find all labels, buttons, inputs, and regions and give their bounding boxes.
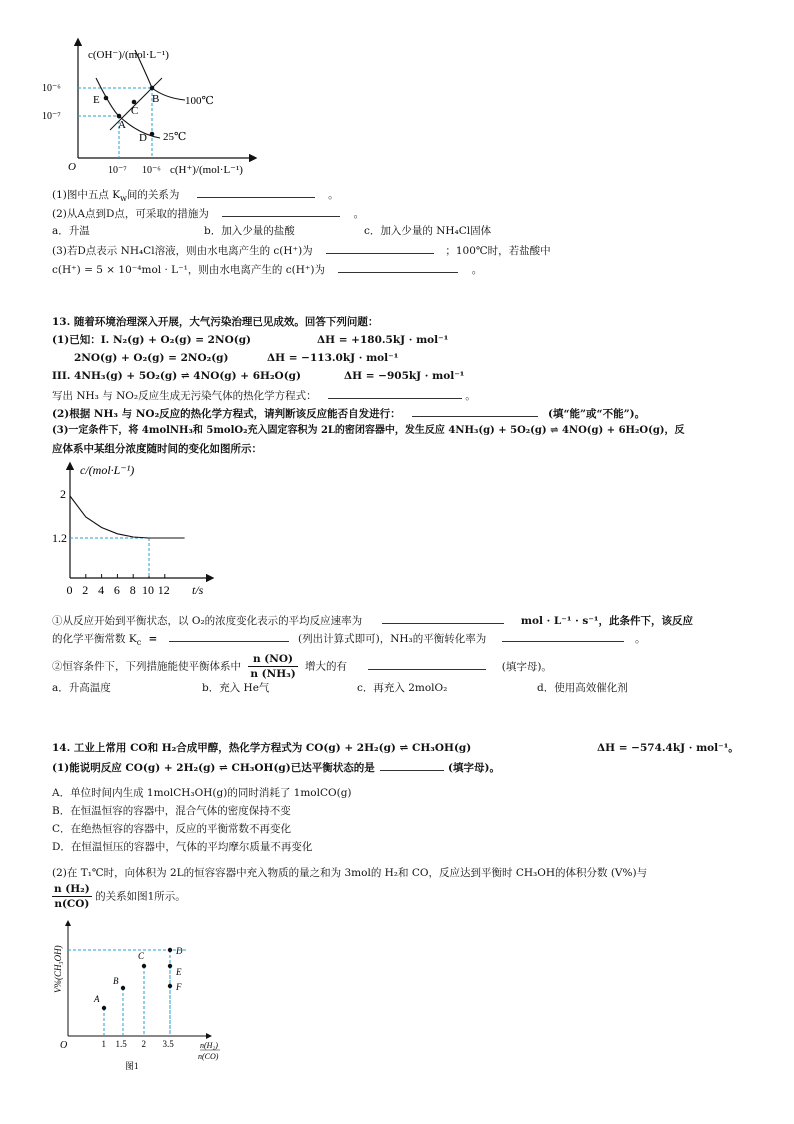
fig1-ylabel: c(OH⁻)/(mol·L⁻¹) xyxy=(88,49,169,61)
fig2-xtick-label: 6 xyxy=(113,583,120,597)
fig2-xtick-label: 8 xyxy=(129,583,136,597)
fig3-point-label: E xyxy=(176,967,182,977)
fig3-xtick-label: 2 xyxy=(141,1039,146,1049)
fig1-xtick-hi: 10⁻⁶ xyxy=(142,165,161,176)
fig1-ytick-lo: 10⁻⁷ xyxy=(42,111,61,122)
q12-answer1[interactable] xyxy=(197,186,315,198)
fig3-point-F xyxy=(168,984,172,988)
fig2-xtick-label: 0 xyxy=(66,583,73,597)
q13-sub1b: 的化学平衡常数 $K_c$ = (列出计算式即可)，NH₃的平衡转化率为 。 xyxy=(52,630,645,650)
fig3-point-B xyxy=(121,986,125,990)
q12-line3b: c(H⁺) = 5 × 10⁻⁴mol · L⁻¹，则由水电离产生的 c(H⁺)为 。 xyxy=(52,261,482,277)
fig3-xlabel-num: n(H₂) xyxy=(200,1041,218,1050)
fig1-xtick-lo: 10⁻⁷ xyxy=(108,165,127,176)
q12-answer3[interactable] xyxy=(326,242,434,254)
q12-line2: (2)从A点到D点，可采取的措施为 。 xyxy=(52,205,364,221)
q13-eq1: (1)已知：I. N₂(g) + O₂(g) = 2NO(g) ΔH = +180.5kJ · mol⁻¹ xyxy=(52,334,449,346)
fig1-xlabel: c(H⁺)/(mol·L⁻¹) xyxy=(170,164,243,176)
fig3-point-label: B xyxy=(113,976,119,986)
fig2-y-top: 2 xyxy=(60,487,66,501)
fig3-point-C xyxy=(142,964,146,968)
pt-B: B xyxy=(152,93,160,105)
q13-options: a．升高温度 b．充入 He气 c．再充入 2molO₂ d．使用高效催化剂 xyxy=(52,682,628,694)
methanol-fraction-figure xyxy=(50,918,220,1078)
q13-eq3: III. 4NH₃(g) + 5O₂(g) ⇌ 4NO(g) + 6H₂O(g) ΔH = −905kJ · mol⁻¹ xyxy=(52,370,465,382)
pt-A: A xyxy=(118,119,126,131)
q13-sub1: ①从反应开始到平衡状态，以 O₂的浓度变化表示的平均反应速率为 mol · L⁻¹ · s⁻¹，此条件下，该反应 xyxy=(52,612,693,628)
q12-line3: (3)若D点表示 NH₄Cl溶液，则由水电离产生的 c(H⁺)为 ；100℃时，若盐酸中 xyxy=(52,242,551,258)
q12-options: a．升温 b．加入少量的盐酸 c．加入少量的 NH₄Cl固体 xyxy=(52,225,492,237)
q13-head: 13. 随着环境治理深入开展，大气污染治理已见成效。回答下列问题： xyxy=(52,316,379,328)
pt-E: E xyxy=(93,94,100,106)
fig1-origin: O xyxy=(68,161,76,173)
q13-answer2[interactable] xyxy=(412,405,538,417)
fig1-ytick-hi: 10⁻⁶ xyxy=(42,83,61,94)
q14-line1: (1)能说明反应 CO(g) + 2H₂(g) ⇌ CH₃OH(g)已达平衡状态的是 (填字母)。 xyxy=(52,759,500,775)
fig3-point-label: D xyxy=(176,946,183,956)
fig3-xtick-label: 1.5 xyxy=(115,1039,127,1049)
q13-answer6[interactable] xyxy=(368,658,486,670)
fig3-ylabel: V%(CH₃OH) xyxy=(53,945,63,993)
q13-line3b: 应体系中某组分浓度随时间的变化如图所示： xyxy=(52,443,262,455)
q14-line2b: $\frac{\text{n (H₂)}}{n(CO)}$ 的关系如图1所示。 xyxy=(54,883,186,910)
concentration-curve xyxy=(70,496,185,538)
fig3-point-D xyxy=(168,948,172,952)
pt-D: D xyxy=(139,132,147,144)
fig2-ylabel: c/(mol·L⁻¹) xyxy=(80,463,135,477)
fig2-y-eq: 1.2 xyxy=(52,531,67,545)
q13-line1d: 写出 NH₃ 与 NO₂反应生成无污染气体的热化学方程式： 。 xyxy=(52,387,476,403)
q14-optC: C．在绝热恒容的容器中，反应的平衡常数不再变化 xyxy=(52,823,292,835)
fig3-xtick-label: 3.5 xyxy=(162,1039,174,1049)
curve-cold-label: 25℃ xyxy=(163,131,187,143)
fig3-point-A xyxy=(102,1006,106,1010)
fig2-xtick-label: 2 xyxy=(82,583,89,597)
q12-answer4[interactable] xyxy=(338,261,458,273)
fig3-point-label: F xyxy=(176,982,182,992)
q13-answer1[interactable] xyxy=(328,387,462,399)
q14-answer1[interactable] xyxy=(380,759,444,771)
fig2-xlabel: t/s xyxy=(192,583,204,597)
q14-optB: B．在恒温恒容的容器中，混合气体的密度保持不变 xyxy=(52,805,291,817)
fig3-point-label: A xyxy=(94,994,100,1004)
q12-line1: (1)图中五点 $K_w$间的关系为 。 xyxy=(52,186,339,206)
fig2-xtick-label: 4 xyxy=(98,583,105,597)
fig3-point-E xyxy=(168,964,172,968)
fig3-xlabel-den: n(CO) xyxy=(198,1052,219,1061)
q13-line3: (3)一定条件下，将 4molNH₃和 5molO₂充入固定容积为 2L的密闭容器中，发生反应 4NH₃(g) + 5O₂(g) ⇌ 4NO(g) + 6H₂O(g)，反 xyxy=(52,425,685,436)
fig3-caption: 图1 xyxy=(125,1061,139,1071)
water-ionization-figure xyxy=(40,30,270,180)
concentration-time-figure xyxy=(52,458,222,608)
q14-optD: D．在恒温恒压的容器中，气体的平均摩尔质量不再变化 xyxy=(52,841,313,853)
fig3-origin: O xyxy=(60,1040,68,1051)
q13-sub2: ②恒容条件下，下列措施能使平衡体系中 $\frac{n (NO)}{\text{n (NH₃)}}$ 增大的有 (填字母)。 xyxy=(52,653,552,680)
fig2-xtick-label: 10 xyxy=(142,583,154,597)
q13-line2: (2)根据 NH₃ 与 NO₂反应的热化学方程式，请判断该反应能否自发进行： (填“能”或“不能”)。 xyxy=(52,405,645,421)
q13-eq2: 2NO(g) + O₂(g) = 2NO₂(g) ΔH = −113.0kJ · mol⁻¹ xyxy=(74,352,399,364)
fig3-point-label: C xyxy=(138,951,145,961)
fig3-xtick-label: 1 xyxy=(101,1039,106,1049)
q13-answer4[interactable] xyxy=(169,630,289,642)
fig2-xtick-label: 12 xyxy=(157,583,170,597)
q14-optA: A．单位时间内生成 1molCH₃OH(g)的同时消耗了 1molCO(g) xyxy=(52,787,352,799)
q13-answer5[interactable] xyxy=(502,630,624,642)
pt-C: C xyxy=(131,105,139,117)
q14-line2: (2)在 T₁℃时，向体积为 2L的恒容容器中充入物质的量之和为 3mol的 H₂和 CO，反应达到平衡时 CH₃OH的体积分数 (V%)与 xyxy=(52,867,648,879)
curve-hot-label: 100℃ xyxy=(185,95,214,107)
q13-answer3[interactable] xyxy=(382,612,504,624)
q12-answer2[interactable] xyxy=(222,205,340,217)
q14-head: 14. 工业上常用 CO和 H₂合成甲醇，热化学方程式为 CO(g) + 2H₂(g) ⇌ CH₃OH(g) ΔH = −574.4kJ · mol⁻¹。 xyxy=(52,742,739,754)
